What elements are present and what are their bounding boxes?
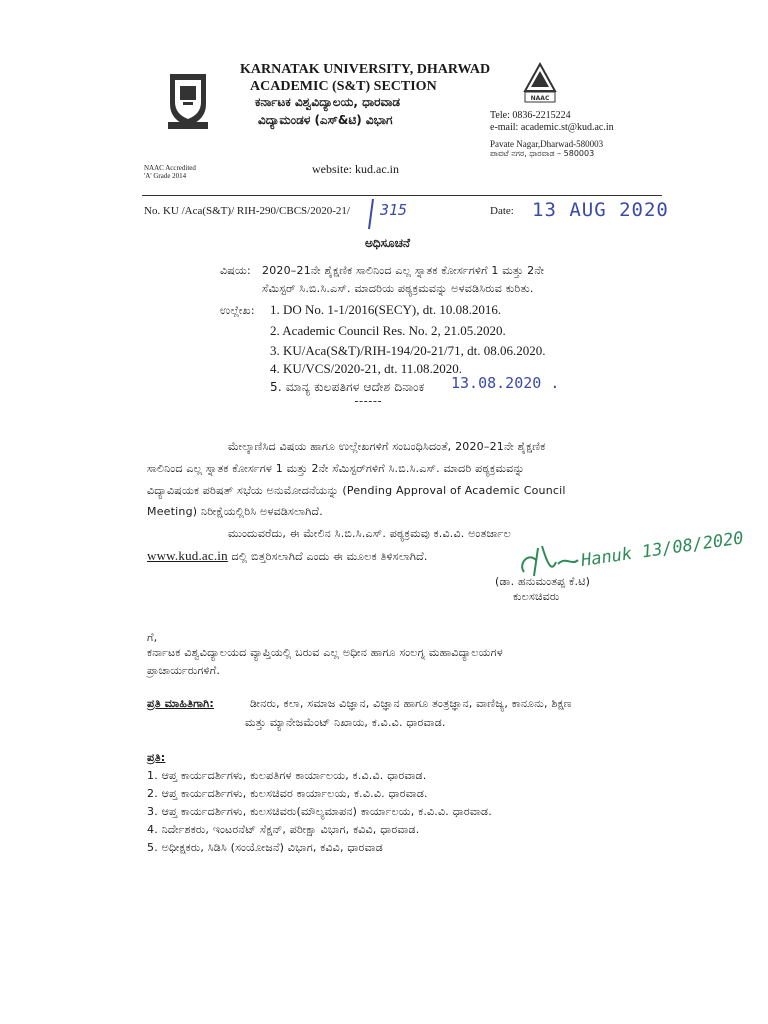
- body-paragraph-line: ಸಾಲಿನಿಂದ ಎಲ್ಲ ಸ್ನಾತಕ ಕೋರ್ಸಗಳ 1 ಮತ್ತು 2ನೇ ಸೆಮಿಸ್ಟರ್‌ಗಳಿಗೆ ಸಿ.ಬಿ.ಸಿ.ಎಸ್. ಮಾದರಿ ಪಠ್ಯಕ್ರಮವನ್ನು: [147, 462, 525, 475]
- reference-item: 2. Academic Council Res. No. 2, 21.05.2020.: [270, 323, 506, 338]
- email: e-mail: academic.st@kud.ac.in: [490, 122, 614, 133]
- website: website: kud.ac.in: [312, 162, 399, 176]
- reference-date-handwritten: 13.08.2020 .: [451, 374, 560, 392]
- copy-item: 3. ಆಪ್ತ ಕಾರ್ಯದರ್ಶಿಗಳು, ಕುಲಸಚಿವರು(ಮೌಲ್ಯಮಾಪನ) ಕಾರ್ಯಾಲಯ, ಕ.ವಿ.ವಿ. ಧಾರವಾಡ.: [147, 805, 492, 818]
- body-paragraph-line: ಮೇಲ್ಕಾಣಿಸಿದ ವಿಷಯ ಹಾಗೂ ಉಲ್ಲೇಖಗಳಿಗೆ ಸಂಬಂಧಿಸಿದಂತೆ, 2020–21ನೇ ಶೈಕ್ಷಣಿಕ: [228, 440, 546, 453]
- website-link[interactable]: www.kud.ac.in: [147, 548, 228, 563]
- to-label: ಗೆ,: [147, 631, 158, 644]
- svg-text:Hanuk 13/08/2020: Hanuk 13/08/2020: [579, 528, 745, 571]
- naac-logo: [522, 63, 558, 105]
- info-copy-line: ಮತ್ತು ಮ್ಯಾನೇಜಮೆಂಟ್ ನಿಖಾಯ, ಕ.ವಿ.ವಿ. ಧಾರವಾಡ.: [245, 716, 446, 729]
- copies-label: ಪ್ರತಿ:: [147, 751, 166, 764]
- slash-mark: [368, 198, 374, 230]
- header-divider: [142, 195, 662, 196]
- divider-dashes: [355, 401, 381, 403]
- body-paragraph-line: Meeting) ನಿರೀಕ್ಷೆಯಲ್ಲಿರಿಸಿ ಅಳವಡಿಸಲಾಗಿದೆ.: [147, 505, 323, 518]
- telephone: Tele: 0836-2215224: [490, 110, 571, 121]
- naac-accredited: NAAC Accredited: [144, 164, 196, 172]
- svg-text:NAAC: NAAC: [530, 95, 550, 102]
- reference-item: 5. ಮಾನ್ಯ ಕುಲಪತಿಗಳ ಆದೇಶ ದಿನಾಂಕ: [270, 380, 425, 394]
- copy-item: 2. ಆಪ್ತ ಕಾರ್ಯದರ್ಶಿಗಳು, ಕುಲಸಚಿವರ ಕಾರ್ಯಾಲಯ, ಕ.ವಿ.ವಿ. ಧಾರವಾಡ.: [147, 787, 428, 800]
- subject-line-2: ಸೆಮಿಸ್ಟರ್ ಸಿ.ಬಿ.ಸಿ.ಎಸ್. ಮಾದರಿಯ ಪಠ್ಯಕ್ರಮವನ್ನು ಅಳವಡಿಸಿರುವ ಕುರಿತು.: [262, 282, 534, 295]
- university-logo: [166, 68, 210, 130]
- reference-item: 1. DO No. 1-1/2016(SECY), dt. 10.08.2016.: [270, 302, 502, 317]
- body-paragraph-2-rest: ದಲ್ಲಿ ಬಿತ್ತರಿಸಲಾಗಿದೆ ಎಂದು ಈ ಮೂಲಕ ತಿಳಿಸಲಾಗಿದೆ.: [227, 550, 428, 563]
- subject-label: ವಿಷಯ:: [220, 264, 251, 277]
- university-name: KARNATAK UNIVERSITY, DHARWAD: [240, 62, 491, 77]
- info-copy-label: ಪ್ರತಿ ಮಾಹಿತಿಗಾಗಿ:: [147, 697, 214, 710]
- body-paragraph-line: ವಿದ್ಯಾವಿಷಯಕ ಪರಿಷತ್ ಸಭೆಯ ಅನುಮೋದನೆಯನ್ನು (Pending Approval of Academic Council: [147, 484, 566, 497]
- to-line: ಪ್ರಾಚಾರ್ಯರುಗಳಿಗೆ.: [147, 664, 221, 677]
- info-copy-line: ಡೀನರು, ಕಲಾ, ಸಮಾಜ ವಿಜ್ಞಾನ, ವಿಜ್ಞಾನ ಹಾಗೂ ತಂತ್ರಜ್ಞಾನ, ವಾಣಿಜ್ಯ, ಕಾನೂನು, ಶಿಕ್ಷಣ: [250, 697, 572, 710]
- subject-line-1: 2020–21ನೇ ಶೈಕ್ಷಣಿಕ ಸಾಲಿನಿಂದ ಎಲ್ಲ ಸ್ನಾತಕ ಕೋರ್ಸಗಳಿಗೆ 1 ಮತ್ತು 2ನೇ: [262, 264, 545, 277]
- reference-number: No. KU /Aca(S&T)/ RIH-290/CBCS/2020-21/: [144, 205, 350, 217]
- date-stamp: 13 AUG 2020: [532, 199, 669, 221]
- references-label: ಉಲ್ಲೇಖ:: [220, 304, 255, 317]
- copy-item: 4. ನಿರ್ದೇಶಕರು, ಇಂಟರನೆಟ್ ಸೆಕ್ಷನ್, ಪರೀಕ್ಷಾ ವಿಭಾಗ, ಕವಿವಿ, ಧಾರವಾಡ.: [147, 823, 420, 836]
- body-paragraph-2-end: [147, 548, 428, 564]
- naac-grade: 'A' Grade 2014: [144, 172, 187, 180]
- copy-item: 5. ಅಧೀಕ್ಷಕರು, ಸಿಡಿಸಿ (ಸಂಯೋಜನೆ) ವಿಭಾಗ, ಕವಿವಿ, ಧಾರವಾಡ: [147, 841, 383, 854]
- section-name: ACADEMIC (S&T) SECTION: [250, 79, 437, 94]
- address-kannada: ಪಾವಟೆ ನಗರ, ಧಾರವಾಡ – 580003: [490, 149, 595, 158]
- date-label: Date:: [490, 205, 514, 217]
- signatory-designation: ಕುಲಸಚಿವರು: [513, 590, 560, 603]
- university-name-kannada: ಕರ್ನಾಟಕ ವಿಶ್ವವಿದ್ಯಾಲಯ, ಧಾರವಾಡ: [255, 95, 401, 109]
- to-line: ಕರ್ನಾಟಕ ವಿಶ್ವವಿದ್ಯಾಲಯದ ವ್ಯಾಪ್ತಿಯಲ್ಲಿ ಬರುವ ಎಲ್ಲ ಅಧೀನ ಹಾಗೂ ಸಂಲಗ್ನ ಮಹಾವಿದ್ಯಾಲಯಗಳ: [147, 646, 503, 659]
- signatory-name: (ಡಾ. ಹನುಮಂತಪ್ಪ ಕೆ.ಟಿ): [495, 575, 591, 588]
- body-paragraph-2-line: ಮುಂದುವರೆದು, ಈ ಮೇಲಿನ ಸಿ.ಬಿ.ಸಿ.ಎಸ್. ಪಠ್ಯಕ್ರಮವು ಕ.ವಿ.ವಿ. ಅಂತರ್ಜಾಲ: [228, 527, 512, 540]
- section-name-kannada: ವಿದ್ಯಾಮಂಡಳ (ಎಸ್&ಟಿ) ವಿಭಾಗ: [258, 113, 393, 127]
- address: Pavate Nagar,Dharwad-580003: [490, 139, 604, 149]
- reference-item: 3. KU/Aca(S&T)/RIH-194/20-21/71, dt. 08.06.2020.: [270, 343, 546, 358]
- reference-number-handwritten: 315: [380, 201, 408, 219]
- notification-title: ಅಧಿಸೂಚನೆ: [365, 236, 411, 250]
- reference-item: 4. KU/VCS/2020-21, dt. 11.08.2020.: [270, 361, 462, 376]
- copy-item: 1. ಆಪ್ತ ಕಾರ್ಯದರ್ಶಿಗಳು, ಕುಲಪತಿಗಳ ಕಾರ್ಯಾಲಯ, ಕ.ವಿ.ವಿ. ಧಾರವಾಡ.: [147, 769, 427, 782]
